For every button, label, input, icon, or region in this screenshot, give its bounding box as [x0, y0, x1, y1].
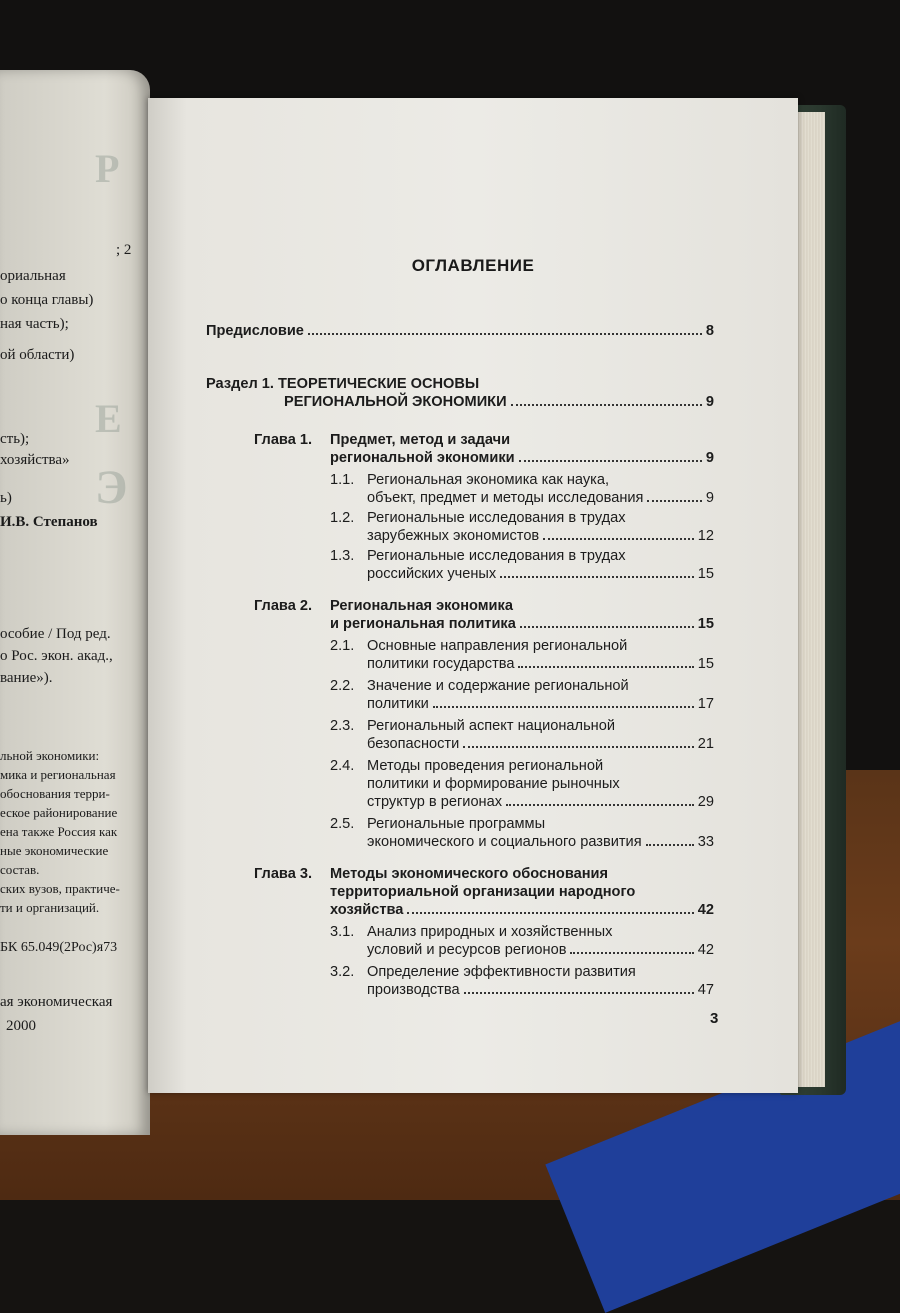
page-number: 3 [710, 1010, 719, 1027]
chapter-title: Методы экономического обоснования [330, 866, 609, 882]
left-line: ти и организаций. [0, 900, 100, 915]
toc-page-number: 29 [697, 794, 714, 810]
left-line: ная часть); [0, 316, 69, 332]
item-title: Региональные исследования в трудах [367, 548, 626, 564]
chapter-title: Предмет, метод и задачи [330, 432, 511, 448]
left-line: ая экономическая [0, 994, 113, 1010]
left-line: еское районирование [0, 805, 118, 820]
item-number: 2.1. [330, 638, 355, 654]
item-number: 2.2. [330, 678, 355, 694]
toc-chapter [330, 616, 714, 632]
toc-page-number: 9 [705, 450, 714, 466]
toc-page-number: 15 [697, 616, 714, 632]
toc-label: региональной экономики [330, 450, 515, 466]
leader-dots [308, 333, 702, 335]
show-through-text: Е [95, 396, 122, 441]
left-line: состав. [0, 862, 40, 877]
left-line: сть); [0, 431, 30, 447]
item-number: 1.2. [330, 510, 355, 526]
item-title: Определение эффективности развития [367, 964, 636, 980]
leader-dots [518, 666, 693, 668]
leader-dots [519, 460, 702, 462]
toc-item [367, 834, 714, 850]
toc-label: хозяйства [330, 902, 404, 918]
left-line: ; 2 [116, 242, 132, 258]
left-line: обоснования терри- [0, 786, 110, 801]
toc-page-number: 21 [697, 736, 714, 752]
page-edges [795, 112, 825, 1087]
toc-label: безопасности [367, 736, 460, 752]
toc-label: экономического и социального развития [367, 834, 642, 850]
leader-dots [500, 576, 694, 578]
item-title: Региональные исследования в трудах [367, 510, 626, 526]
toc-label: объект, предмет и методы исследования [367, 490, 644, 506]
item-number: 3.2. [330, 964, 355, 980]
toc-chapter [330, 450, 714, 466]
left-line: льной экономики: [0, 748, 100, 763]
toc-label: РЕГИОНАЛЬНОЙ ЭКОНОМИКИ [284, 394, 507, 410]
item-title: Методы проведения региональной [367, 758, 604, 774]
item-number: 3.1. [330, 924, 355, 940]
toc-page-number: 12 [697, 528, 714, 544]
item-number: 2.4. [330, 758, 355, 774]
item-title: Региональная экономика как наука, [367, 472, 610, 488]
left-line: ориальная [0, 268, 66, 284]
toc-item [367, 528, 714, 544]
left-line: И.В. Степанов [0, 514, 98, 530]
toc-title: ОГЛАВЛЕНИЕ [411, 256, 535, 275]
leader-dots [433, 706, 694, 708]
leader-dots [464, 992, 694, 994]
toc-label: Предисловие [206, 323, 304, 339]
leader-dots [506, 804, 694, 806]
leader-dots [463, 746, 694, 748]
toc-item [367, 736, 714, 752]
toc-page-number: 15 [697, 656, 714, 672]
toc-label: условий и ресурсов регионов [367, 942, 567, 958]
toc-label: производства [367, 982, 460, 998]
item-title: Анализ природных и хозяйственных [367, 924, 613, 940]
chapter-title: территориальной организации народного [330, 884, 636, 900]
left-line: БК 65.049(2Рос)я73 [0, 940, 118, 955]
toc-page-number: 17 [697, 696, 714, 712]
left-line: особие / Под ред. [0, 626, 111, 642]
left-line: ные экономические [0, 843, 109, 858]
item-title: Региональные программы [367, 816, 546, 832]
left-line: вание»). [0, 670, 53, 686]
toc-chapter [330, 902, 714, 918]
leader-dots [520, 626, 694, 628]
toc-preface [206, 323, 714, 339]
toc-item [367, 566, 714, 582]
toc-page [148, 98, 798, 1093]
left-line: мика и региональная [0, 767, 116, 782]
toc-label: и региональная политика [330, 616, 516, 632]
chapter-number: Глава 1. [254, 432, 313, 448]
item-number: 1.3. [330, 548, 355, 564]
toc-page-number: 15 [697, 566, 714, 582]
toc-item [367, 982, 714, 998]
toc-page-number: 9 [705, 490, 714, 506]
left-page [0, 70, 150, 1135]
toc-section [284, 394, 714, 410]
toc-label: российских ученых [367, 566, 497, 582]
left-line: хозяйства» [0, 452, 70, 468]
leader-dots [646, 844, 694, 846]
show-through-text: Э [95, 461, 128, 514]
toc-item [367, 794, 714, 810]
toc-page-number: 9 [705, 394, 714, 410]
toc-page-number: 47 [697, 982, 714, 998]
toc-label: структур в регионах [367, 794, 503, 810]
leader-dots [543, 538, 694, 540]
toc-label: зарубежных экономистов [367, 528, 540, 544]
leader-dots [647, 500, 701, 502]
toc-item [367, 942, 714, 958]
item-number: 1.1. [330, 472, 355, 488]
toc-page-number: 42 [697, 942, 714, 958]
toc-label: политики [367, 696, 429, 712]
leader-dots [570, 952, 693, 954]
toc-page-number: 8 [705, 323, 714, 339]
chapter-title: Региональная экономика [330, 598, 513, 614]
toc-page-number: 33 [697, 834, 714, 850]
chapter-number: Глава 3. [254, 866, 313, 882]
section-title: Раздел 1. ТЕОРЕТИЧЕСКИЕ ОСНОВЫ [206, 376, 480, 392]
left-line: ой области) [0, 347, 75, 363]
left-line: 2000 [6, 1018, 36, 1034]
item-title: Региональный аспект национальной [367, 718, 615, 734]
leader-dots [407, 912, 693, 914]
item-title: Значение и содержание региональной [367, 678, 629, 694]
left-line: ь) [0, 490, 12, 506]
left-line: о конца главы) [0, 292, 94, 308]
chapter-number: Глава 2. [254, 598, 313, 614]
toc-label: политики государства [367, 656, 515, 672]
toc-item [367, 656, 714, 672]
left-line: ских вузов, практиче- [0, 881, 120, 896]
left-line: о Рос. экон. акад., [0, 648, 113, 664]
show-through-text: Р [95, 146, 120, 191]
item-title: политики и формирование рыночных [367, 776, 620, 792]
item-title: Основные направления региональной [367, 638, 628, 654]
toc-page-number: 42 [697, 902, 714, 918]
item-number: 2.3. [330, 718, 355, 734]
leader-dots [511, 404, 702, 406]
toc-item [367, 696, 714, 712]
item-number: 2.5. [330, 816, 355, 832]
left-line: ена также Россия как [0, 824, 118, 839]
toc-item [367, 490, 714, 506]
